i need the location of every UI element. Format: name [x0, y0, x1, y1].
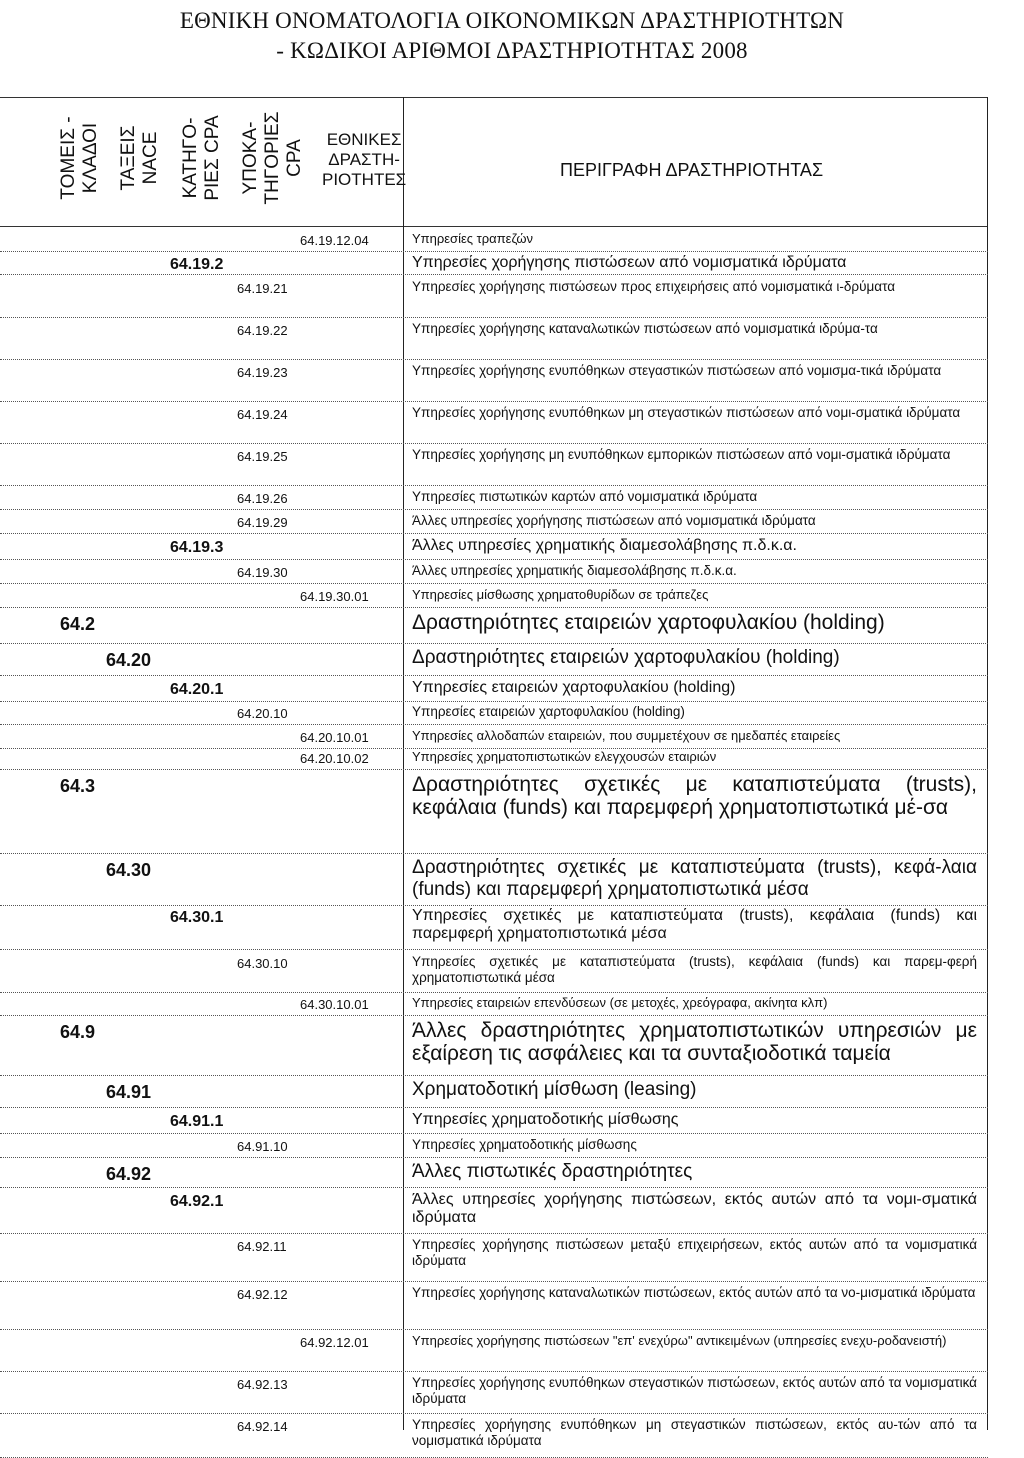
activity-description: Δραστηριότητες εταιρειών χαρτοφυλακίου (holding) [412, 611, 885, 634]
activity-code: 64.30 [106, 860, 152, 880]
activity-code: 64.19.30 [237, 565, 288, 580]
activity-description: Άλλες υπηρεσίες χορήγησης πιστώσεων από νομισματικά ιδρύματα [412, 513, 816, 528]
activity-code: 64.20.10 [237, 706, 288, 721]
row-divider [0, 251, 988, 252]
activity-code: 64.19.12.04 [300, 233, 369, 248]
table-row [0, 1236, 988, 1282]
activity-description: Υπηρεσίες χορήγησης μη ενυπόθηκων εμπορικών πιστώσεων από νομι-σματικά ιδρύματα [412, 447, 951, 462]
row-divider [0, 992, 988, 993]
table-row [0, 1078, 988, 1108]
row-divider [0, 701, 988, 702]
table-row [0, 1284, 988, 1330]
table-row [0, 488, 988, 510]
header-national-line1: ΕΘΝΙΚΕΣ [326, 130, 402, 149]
activity-code: 64.91.10 [237, 1139, 288, 1154]
activity-description: Υπηρεσίες χορήγησης καταναλωτικών πιστώσεων από νομισματικά ιδρύμα-τα [412, 321, 878, 336]
row-divider [0, 1413, 988, 1414]
row-divider [0, 643, 988, 644]
activity-code: 64.92.12 [237, 1287, 288, 1302]
row-divider [0, 949, 988, 950]
activity-code: 64.20.10.02 [300, 751, 369, 766]
activity-description: Υπηρεσίες αλλοδαπών εταιρειών, που συμμετέχουν σε ημεδαπές εταιρείες [412, 728, 841, 743]
header-classes-nace: ΤΑΞΕΙΣ NACE [118, 125, 161, 191]
activity-code: 64.92.1 [170, 1193, 224, 1210]
row-divider [0, 317, 988, 318]
table-row [0, 703, 988, 725]
header-national-line3: ΡΙΟΤΗΤΕΣ [322, 170, 407, 189]
row-divider [0, 509, 988, 510]
activity-code: 64.2 [60, 614, 96, 634]
row-divider [0, 1107, 988, 1108]
header-categories-cpa: ΚΑΤΗΓΟ- ΡΙΕΣ CPA [180, 115, 223, 201]
row-divider [0, 1281, 988, 1282]
table-row [0, 536, 988, 560]
table-row [0, 906, 988, 950]
table-row [0, 1416, 988, 1458]
row-divider [0, 533, 988, 534]
table-row [0, 586, 988, 608]
activity-description: Υπηρεσίες χορήγησης ενυπόθηκων μη στεγαστικών πιστώσεων από νομι-σματικά ιδρύματα [412, 405, 961, 420]
activity-code: 64.92 [106, 1164, 152, 1184]
table-row [0, 1374, 988, 1414]
header-sectors: ΤΟΜΕΙΣ - ΚΛΑΔΟΙ [58, 116, 101, 200]
header-national-line2: ΔΡΑΣΤΗ- [328, 150, 400, 169]
table-row [0, 772, 988, 854]
activity-description: Δραστηριότητες σχετικές με καταπιστεύματα (trusts), κεφά-λαια (funds) και παρεμφερή χρηματοπιστωτικά μέσα [412, 857, 977, 900]
activity-code: 64.30.10.01 [300, 997, 369, 1012]
table-row [0, 678, 988, 702]
header-national-activities [322, 130, 406, 190]
table-row [0, 562, 988, 584]
table-row [0, 512, 988, 534]
activity-description: Υπηρεσίες εταιρειών χαρτοφυλακίου (holding) [412, 704, 685, 719]
table-row [0, 1332, 988, 1372]
activity-description: Υπηρεσίες χρηματοδοτικής μίσθωσης [412, 1137, 637, 1152]
document-subtitle: - ΚΩΔΙΚΟΙ ΑΡΙΘΜΟΙ ΔΡΑΣΤΗΡΙΟΤΗΤΑΣ 2008 [276, 38, 748, 63]
table-row [0, 230, 988, 252]
activity-code: 64.19.30.01 [300, 589, 369, 604]
row-divider [0, 1233, 988, 1234]
table-row [0, 994, 988, 1016]
table-row [0, 748, 988, 770]
row-divider [0, 724, 988, 725]
activity-description: Άλλες δραστηριότητες χρηματοπιστωτικών υπηρεσιών με εξαίρεση τις ασφάλειες και τα συνταξιοδοτικά ταμεία [412, 1019, 977, 1065]
row-divider [0, 1015, 988, 1016]
table-row [0, 856, 988, 906]
table-row [0, 727, 988, 749]
table-row [0, 646, 988, 676]
row-divider [0, 485, 988, 486]
activity-code: 64.30.10 [237, 956, 288, 971]
activity-code: 64.91.1 [170, 1113, 224, 1130]
table-row [0, 1136, 988, 1158]
activity-description: Υπηρεσίες χορήγησης πιστώσεων από νομισματικά ιδρύματα [412, 254, 847, 271]
header-bottom-border [0, 226, 988, 227]
row-divider [0, 1075, 988, 1076]
activity-code: 64.91 [106, 1082, 152, 1102]
table-row [0, 362, 988, 402]
activity-description: Υπηρεσίες χρηματοπιστωτικών ελεγχουσών εταιριών [412, 749, 717, 764]
table-row [0, 610, 988, 644]
activity-code: 64.30.1 [170, 909, 224, 926]
row-divider [0, 853, 988, 854]
activity-description: Άλλες πιστωτικές δραστηριότητες [412, 1161, 693, 1182]
row-divider [0, 1157, 988, 1158]
activity-description: Υπηρεσίες χορήγησης ενυπόθηκων στεγαστικών πιστώσεων, εκτός αυτών από τα νομισματικά ιδρύματα [412, 1375, 977, 1406]
row-divider [0, 401, 988, 402]
activity-description: Υπηρεσίες χορήγησης ενυπόθηκων μη στεγαστικών πιστώσεων, εκτός αυ-τών από τα νομισματικά ιδρύματα [412, 1417, 977, 1448]
activity-code: 64.92.14 [237, 1419, 288, 1434]
activity-code: 64.92.12.01 [300, 1335, 369, 1350]
activity-code: 64.3 [60, 776, 96, 796]
table-row [0, 1160, 988, 1188]
activity-description: Υπηρεσίες σχετικές με καταπιστεύματα (trusts), κεφάλαια (funds) και παρεμφερή χρηματοπιστωτικά μέσα [412, 907, 977, 942]
table-row [0, 1110, 988, 1134]
activity-description: Υπηρεσίες χορήγησης πιστώσεων μεταξύ επιχειρήσεων, εκτός αυτών από τα νομισματικά ιδρύματα [412, 1237, 977, 1268]
activity-code: 64.92.11 [237, 1239, 287, 1254]
activity-code: 64.20.10.01 [300, 730, 369, 745]
table-row [0, 1018, 988, 1076]
table-row [0, 1190, 988, 1234]
row-divider [0, 1371, 988, 1372]
activity-code: 64.19.29 [237, 515, 288, 530]
activity-code: 64.20 [106, 650, 152, 670]
activity-description: Άλλες υπηρεσίες χορήγησης πιστώσεων, εκτός αυτών από τα νομι-σματικά ιδρύματα [412, 1191, 977, 1226]
row-divider [0, 675, 988, 676]
activity-code: 64.19.22 [237, 323, 288, 338]
activity-description: Υπηρεσίες μίσθωσης χρηματοθυρίδων σε τράπεζες [412, 587, 709, 602]
activity-description: Άλλες υπηρεσίες χρηματικής διαμεσολάβησης π.δ.κ.α. [412, 563, 737, 578]
activity-code: 64.9 [60, 1022, 96, 1042]
activity-code: 64.19.21 [237, 281, 288, 296]
activity-description: Υπηρεσίες σχετικές με καταπιστεύματα (trusts), κεφάλαια (funds) και παρεμ-φερή χρηματοπιστωτικά μέσα [412, 954, 977, 985]
activity-code: 64.19.25 [237, 449, 288, 464]
row-divider [0, 1133, 988, 1134]
row-divider [0, 583, 988, 584]
activity-description: Υπηρεσίες εταιρειών χαρτοφυλακίου (holding) [412, 679, 736, 696]
table-row [0, 278, 988, 318]
activity-description: Δραστηριότητες εταιρειών χαρτοφυλακίου (holding) [412, 647, 840, 668]
activity-code: 64.19.23 [237, 365, 288, 380]
activity-description: Υπηρεσίες χρηματοδοτικής μίσθωσης [412, 1111, 679, 1128]
activity-description: Υπηρεσίες χορήγησης καταναλωτικών πιστώσεων, εκτός αυτών από τα νο-μισματικά ιδρύματα [412, 1285, 976, 1300]
row-divider [0, 443, 988, 444]
activity-description: Υπηρεσίες χορήγησης πιστώσεων προς επιχειρήσεις από νομισματικά ι-δρύματα [412, 279, 896, 294]
activity-description: Υπηρεσίες χορήγησης ενυπόθηκων στεγαστικών πιστώσεων από νομισμα-τικά ιδρύματα [412, 363, 942, 378]
row-divider [0, 359, 988, 360]
activity-description: Υπηρεσίες εταιρειών επενδύσεων (σε μετοχές, χρεόγραφα, ακίνητα κλπ) [412, 995, 828, 1010]
header-description: ΠΕΡΙΓΡΑΦΗ ΔΡΑΣΤΗΡΙΟΤΗΤΑΣ [560, 160, 824, 180]
table-row [0, 404, 988, 444]
activity-description: Άλλες υπηρεσίες χρηματικής διαμεσολάβησης π.δ.κ.α. [412, 537, 797, 554]
activity-code: 64.19.2 [170, 256, 224, 273]
activity-code: 64.19.3 [170, 539, 224, 556]
activity-code: 64.19.26 [237, 491, 288, 506]
activity-description: Υπηρεσίες χορήγησης πιστώσεων "επ' ενεχύρω" αντικειμένων (υπηρεσίες ενεχυ-ροδανειστή) [412, 1333, 947, 1348]
activity-description: Δραστηριότητες σχετικές με καταπιστεύματα (trusts), κεφάλαια (funds) και παρεμφερή χρηματοπιστωτικά μέ-σα [412, 773, 977, 819]
activity-description: Χρηματοδοτική μίσθωση (leasing) [412, 1079, 697, 1100]
header-subcategories-cpa: ΥΠΟΚΑ- ΤΗΓΟΡΙΕΣ CPA [240, 111, 305, 205]
table-row [0, 446, 988, 486]
table-row [0, 320, 988, 360]
activity-description: Υπηρεσίες πιστωτικών καρτών από νομισματικά ιδρύματα [412, 489, 758, 504]
document-title: ΕΘΝΙΚΗ ΟΝΟΜΑΤΟΛΟΓΙΑ ΟΙΚΟΝΟΜΙΚΩΝ ΔΡΑΣΤΗΡΙΟΤΗΤΩΝ [179, 8, 845, 33]
row-divider [0, 1329, 988, 1330]
activity-code: 64.92.13 [237, 1377, 288, 1392]
row-divider [0, 1187, 988, 1188]
activity-description: Υπηρεσίες τραπεζών [412, 231, 533, 246]
row-divider [0, 559, 988, 560]
table-row [0, 253, 988, 275]
table-row [0, 953, 988, 993]
activity-code: 64.20.1 [170, 681, 224, 698]
row-divider [0, 769, 988, 770]
row-divider [0, 607, 988, 608]
row-divider [0, 274, 988, 275]
activity-code: 64.19.24 [237, 407, 288, 422]
